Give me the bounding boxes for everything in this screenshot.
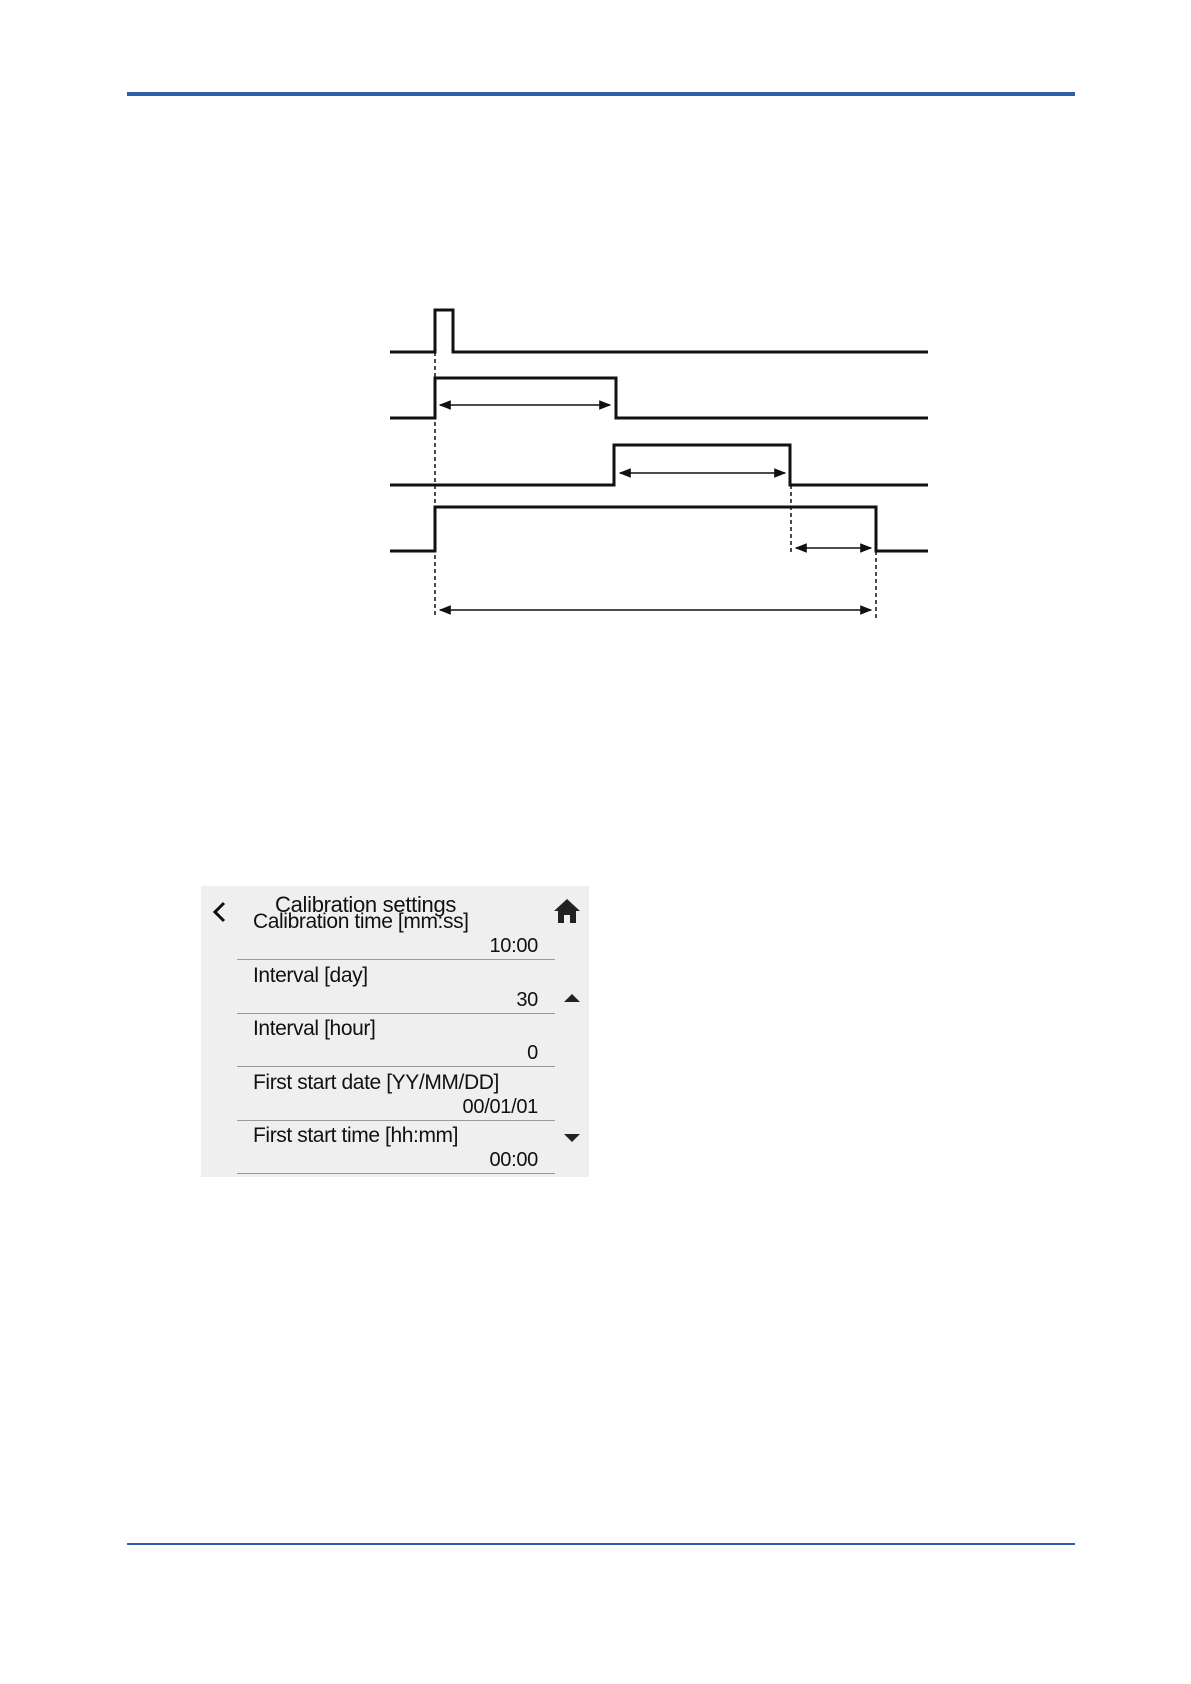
- item-label: Interval [hour]: [253, 1017, 376, 1041]
- home-icon[interactable]: [553, 898, 581, 924]
- signal-second-period: [390, 445, 928, 485]
- item-value: 30: [516, 988, 538, 1011]
- footer-rule: [127, 1543, 1075, 1545]
- settings-list: [237, 910, 555, 1177]
- item-value: 00/01/01: [462, 1095, 538, 1118]
- item-label: Interval [day]: [253, 963, 368, 987]
- triangle-down-icon[interactable]: [563, 1132, 581, 1144]
- signal-trigger-pulse: [390, 310, 928, 352]
- calibration-settings-screen: [201, 886, 589, 1177]
- list-item-interval-hour[interactable]: [237, 1015, 555, 1067]
- list-item-interval-day[interactable]: [237, 962, 555, 1014]
- item-value: 10:00: [489, 935, 538, 957]
- list-item-first-start-date[interactable]: [237, 1069, 555, 1121]
- timing-diagram: [390, 300, 940, 630]
- item-value: 0: [527, 1042, 538, 1065]
- list-item-calibration-time[interactable]: [237, 908, 555, 960]
- item-label: First start date [YY/MM/DD]: [253, 1070, 499, 1094]
- item-value: 00:00: [489, 1149, 538, 1172]
- item-label: Calibration time [mm:ss]: [253, 910, 469, 933]
- triangle-up-icon[interactable]: [563, 992, 581, 1004]
- screen-title: Calibration settings: [275, 892, 457, 917]
- item-label: First start time [hh:mm]: [253, 1124, 459, 1148]
- signal-total-period: [390, 507, 928, 551]
- list-item-first-start-time[interactable]: [237, 1122, 555, 1174]
- header-rule: [127, 92, 1075, 96]
- chevron-left-icon[interactable]: [209, 900, 229, 924]
- signal-first-period: [390, 378, 928, 418]
